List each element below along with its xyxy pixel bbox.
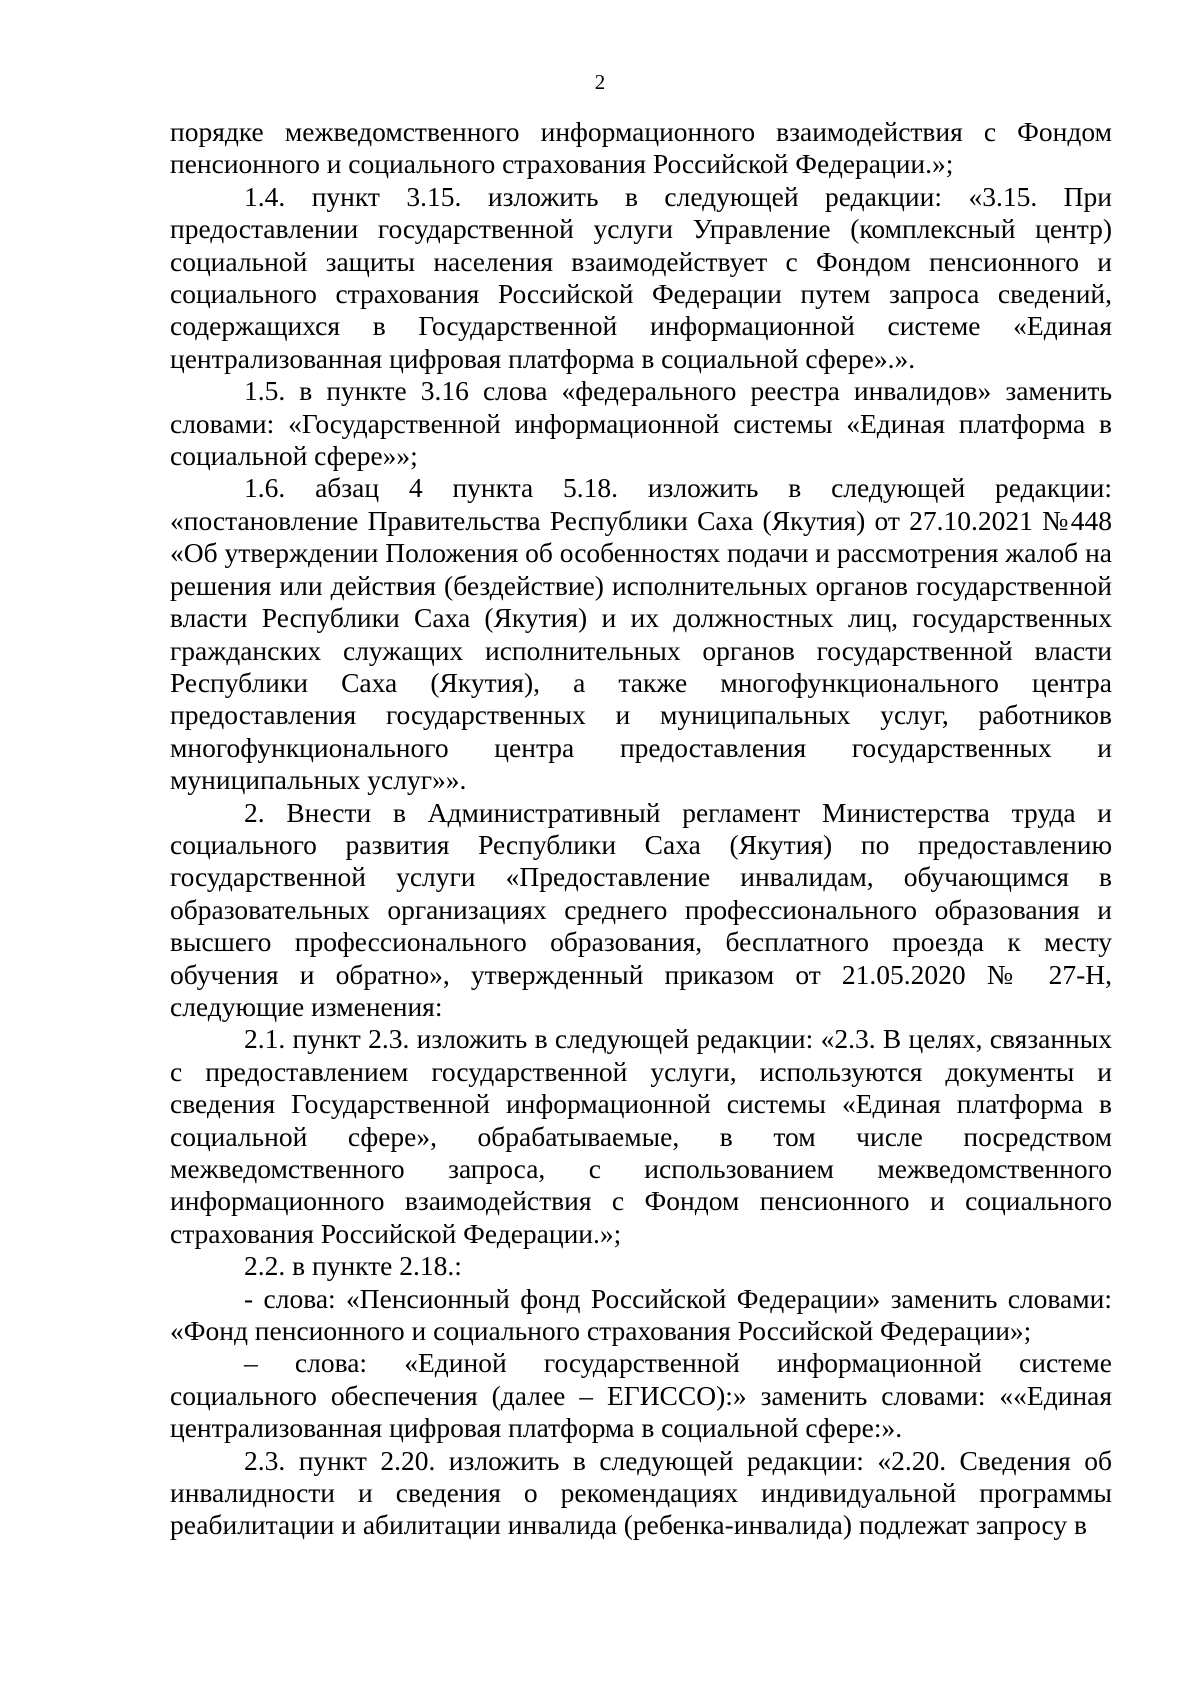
paragraph-item-2-2: 2.2. в пункте 2.18.: [244, 1250, 462, 1282]
paragraph-item-2-2-dash-2: – слова: «Единой государственной информационной системе социального обеспечения (далее – ЕГИССО):» заменить словами: ««Единая централизованная цифровая платформа в социальной сфере:». [170, 1347, 1112, 1444]
paragraph-item-1-4: 1.4. пункт 3.15. изложить в следующей редакции: «3.15. При предоставлении государственной услуги Управление (комплексный центр) социальной защиты населения взаимодействует с Фондом пенсионного и социального страхования Российской Федерации путем запроса сведений, содержащихся в Государственной информационной системе «Единая централизованная цифровая платформа в социальной сфере».». [170, 180, 1112, 374]
paragraph-item-2-2-dash-1: - слова: «Пенсионный фонд Российской Федерации» заменить словами: «Фонд пенсионного и социального страхования Российской Федерации»; [170, 1282, 1112, 1347]
document-body [170, 116, 1112, 1542]
paragraph-item-2-1: 2.1. пункт 2.3. изложить в следующей редакции: «2.3. В целях, связанных с предоставлением государственной услуги, используются документы и сведения Государственной информационной системы «Единая платформа в социальной сфере», обрабатываемые, в том числе посредством межведомственного запроса, с использованием межведомственного информационного взаимодействия с Фондом пенсионного и социального страхования Российской Федерации.»; [170, 1023, 1112, 1249]
paragraph-item-1-6: 1.6. абзац 4 пункта 5.18. изложить в следующей редакции: «постановление Правительства Республики Саха (Якутия) от 27.10.2021 №448 «Об утверждении Положения об особенностях подачи и рассмотрения жалоб на решения или действия (бездействие) исполнительных органов государственной власти Республики Саха (Якутия) и их должностных лиц, государственных гражданских служащих исполнительных органов государственной власти Республики Саха (Якутия), а также многофункционального центра предоставления государственных и муниципальных услуг, работников многофункционального центра предоставления государственных и муниципальных услуг»». [170, 472, 1112, 796]
page-number: 2 [594, 70, 606, 94]
paragraph-item-1-5: 1.5. в пункте 3.16 слова «федерального реестра инвалидов» заменить словами: «Государственной информационной системы «Единая платформа в социальной сфере»»; [170, 375, 1112, 472]
paragraph-continuation: порядке межведомственного информационного взаимодействия с Фондом пенсионного и социального страхования Российской Федерации.»; [170, 116, 1112, 180]
paragraph-item-2-3: 2.3. пункт 2.20. изложить в следующей редакции: «2.20. Сведения об инвалидности и сведения о рекомендациях индивидуальной программы реабилитации и абилитации инвалида (ребенка-инвалида) подлежат запросу в [170, 1444, 1112, 1541]
paragraph-item-2: 2. Внести в Административный регламент Министерства труда и социального развития Республики Саха (Якутия) по предоставлению государственной услуги «Предоставление инвалидам, обучающимся в образовательных организациях среднего профессионального образования и высшего профессионального образования, бесплатного проезда к месту обучения и обратно», утвержденный приказом от 21.05.2020 № 27-Н, следующие изменения: [170, 796, 1112, 1022]
